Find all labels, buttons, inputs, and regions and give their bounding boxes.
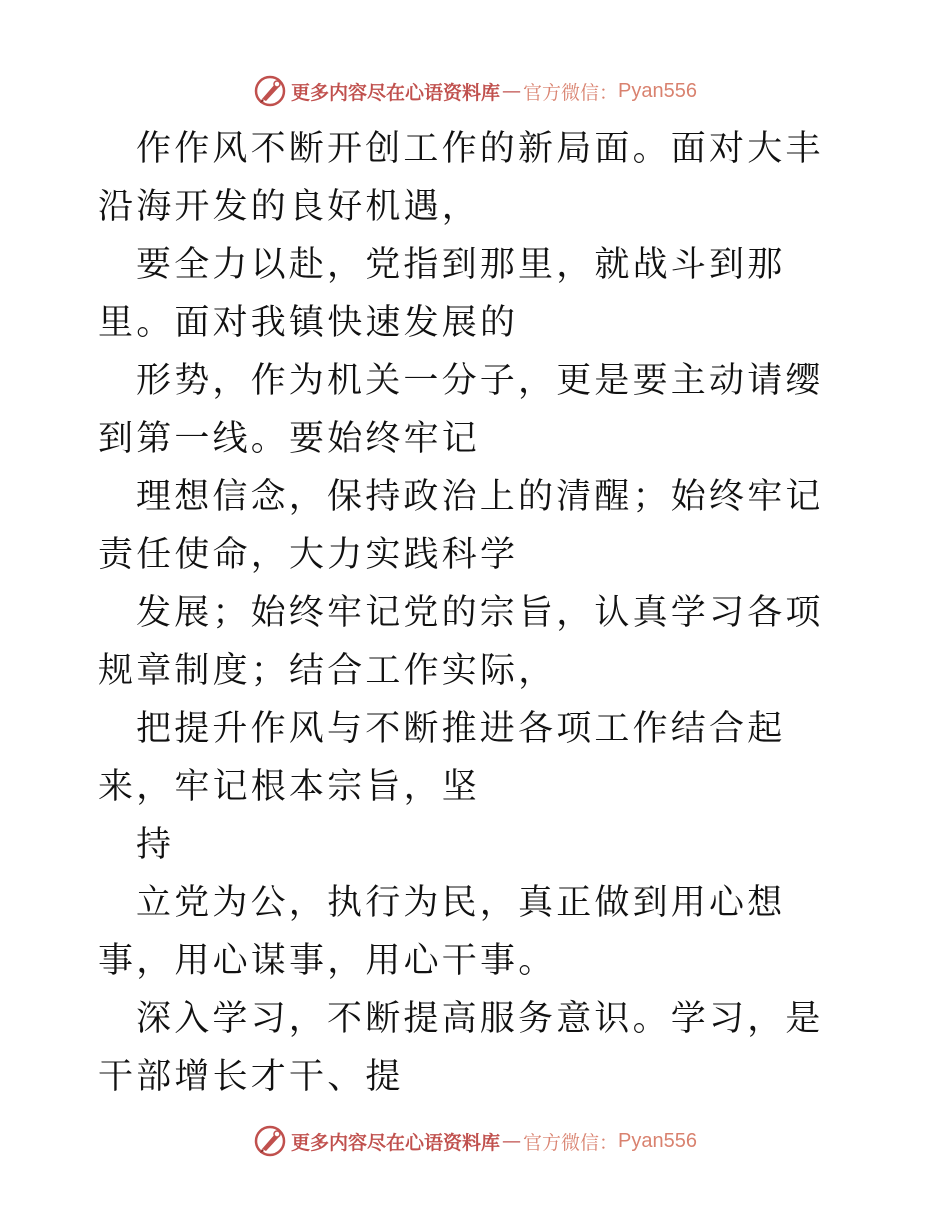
brand-text: 更多内容尽在心语资料库 [291,1131,501,1154]
pen-logo-icon [253,1124,287,1158]
header-banner [0,71,950,111]
paragraph: 深入学习，不断提高服务意识。学习，是干部增长才干、提 [98,999,824,1097]
footer-banner [0,1121,950,1161]
account-label: 官方微信： [523,81,619,104]
account-label: 官方微信： [523,1131,619,1154]
paragraph: 持 [136,825,175,865]
paragraph: 把提升作风与不断推进各项工作结合起来，牢记根本宗旨，坚 [98,709,786,807]
separator: — [502,1130,522,1152]
brand-text: 更多内容尽在心语资料库 [291,81,501,104]
paragraph: 理想信念，保持政治上的清醒；始终牢记责任使命，大力实践科学 [98,477,824,575]
paragraph: 立党为公，执行为民，真正做到用心想事，用心谋事，用心干事。 [98,883,786,981]
separator: — [502,80,522,102]
account-id: Pyan556 [618,1129,697,1152]
paragraph: 作作风不断开创工作的新局面。面对大丰沿海开发的良好机遇， [98,129,824,227]
paragraph: 形势，作为机关一分子，更是要主动请缨到第一线。要始终牢记 [98,361,824,459]
pen-logo-icon [253,74,287,108]
account-id: Pyan556 [618,79,697,102]
paragraph: 发展；始终牢记党的宗旨，认真学习各项规章制度；结合工作实际， [98,593,824,691]
document-body [98,120,858,1106]
paragraph: 要全力以赴，党指到那里，就战斗到那里。面对我镇快速发展的 [98,245,786,343]
